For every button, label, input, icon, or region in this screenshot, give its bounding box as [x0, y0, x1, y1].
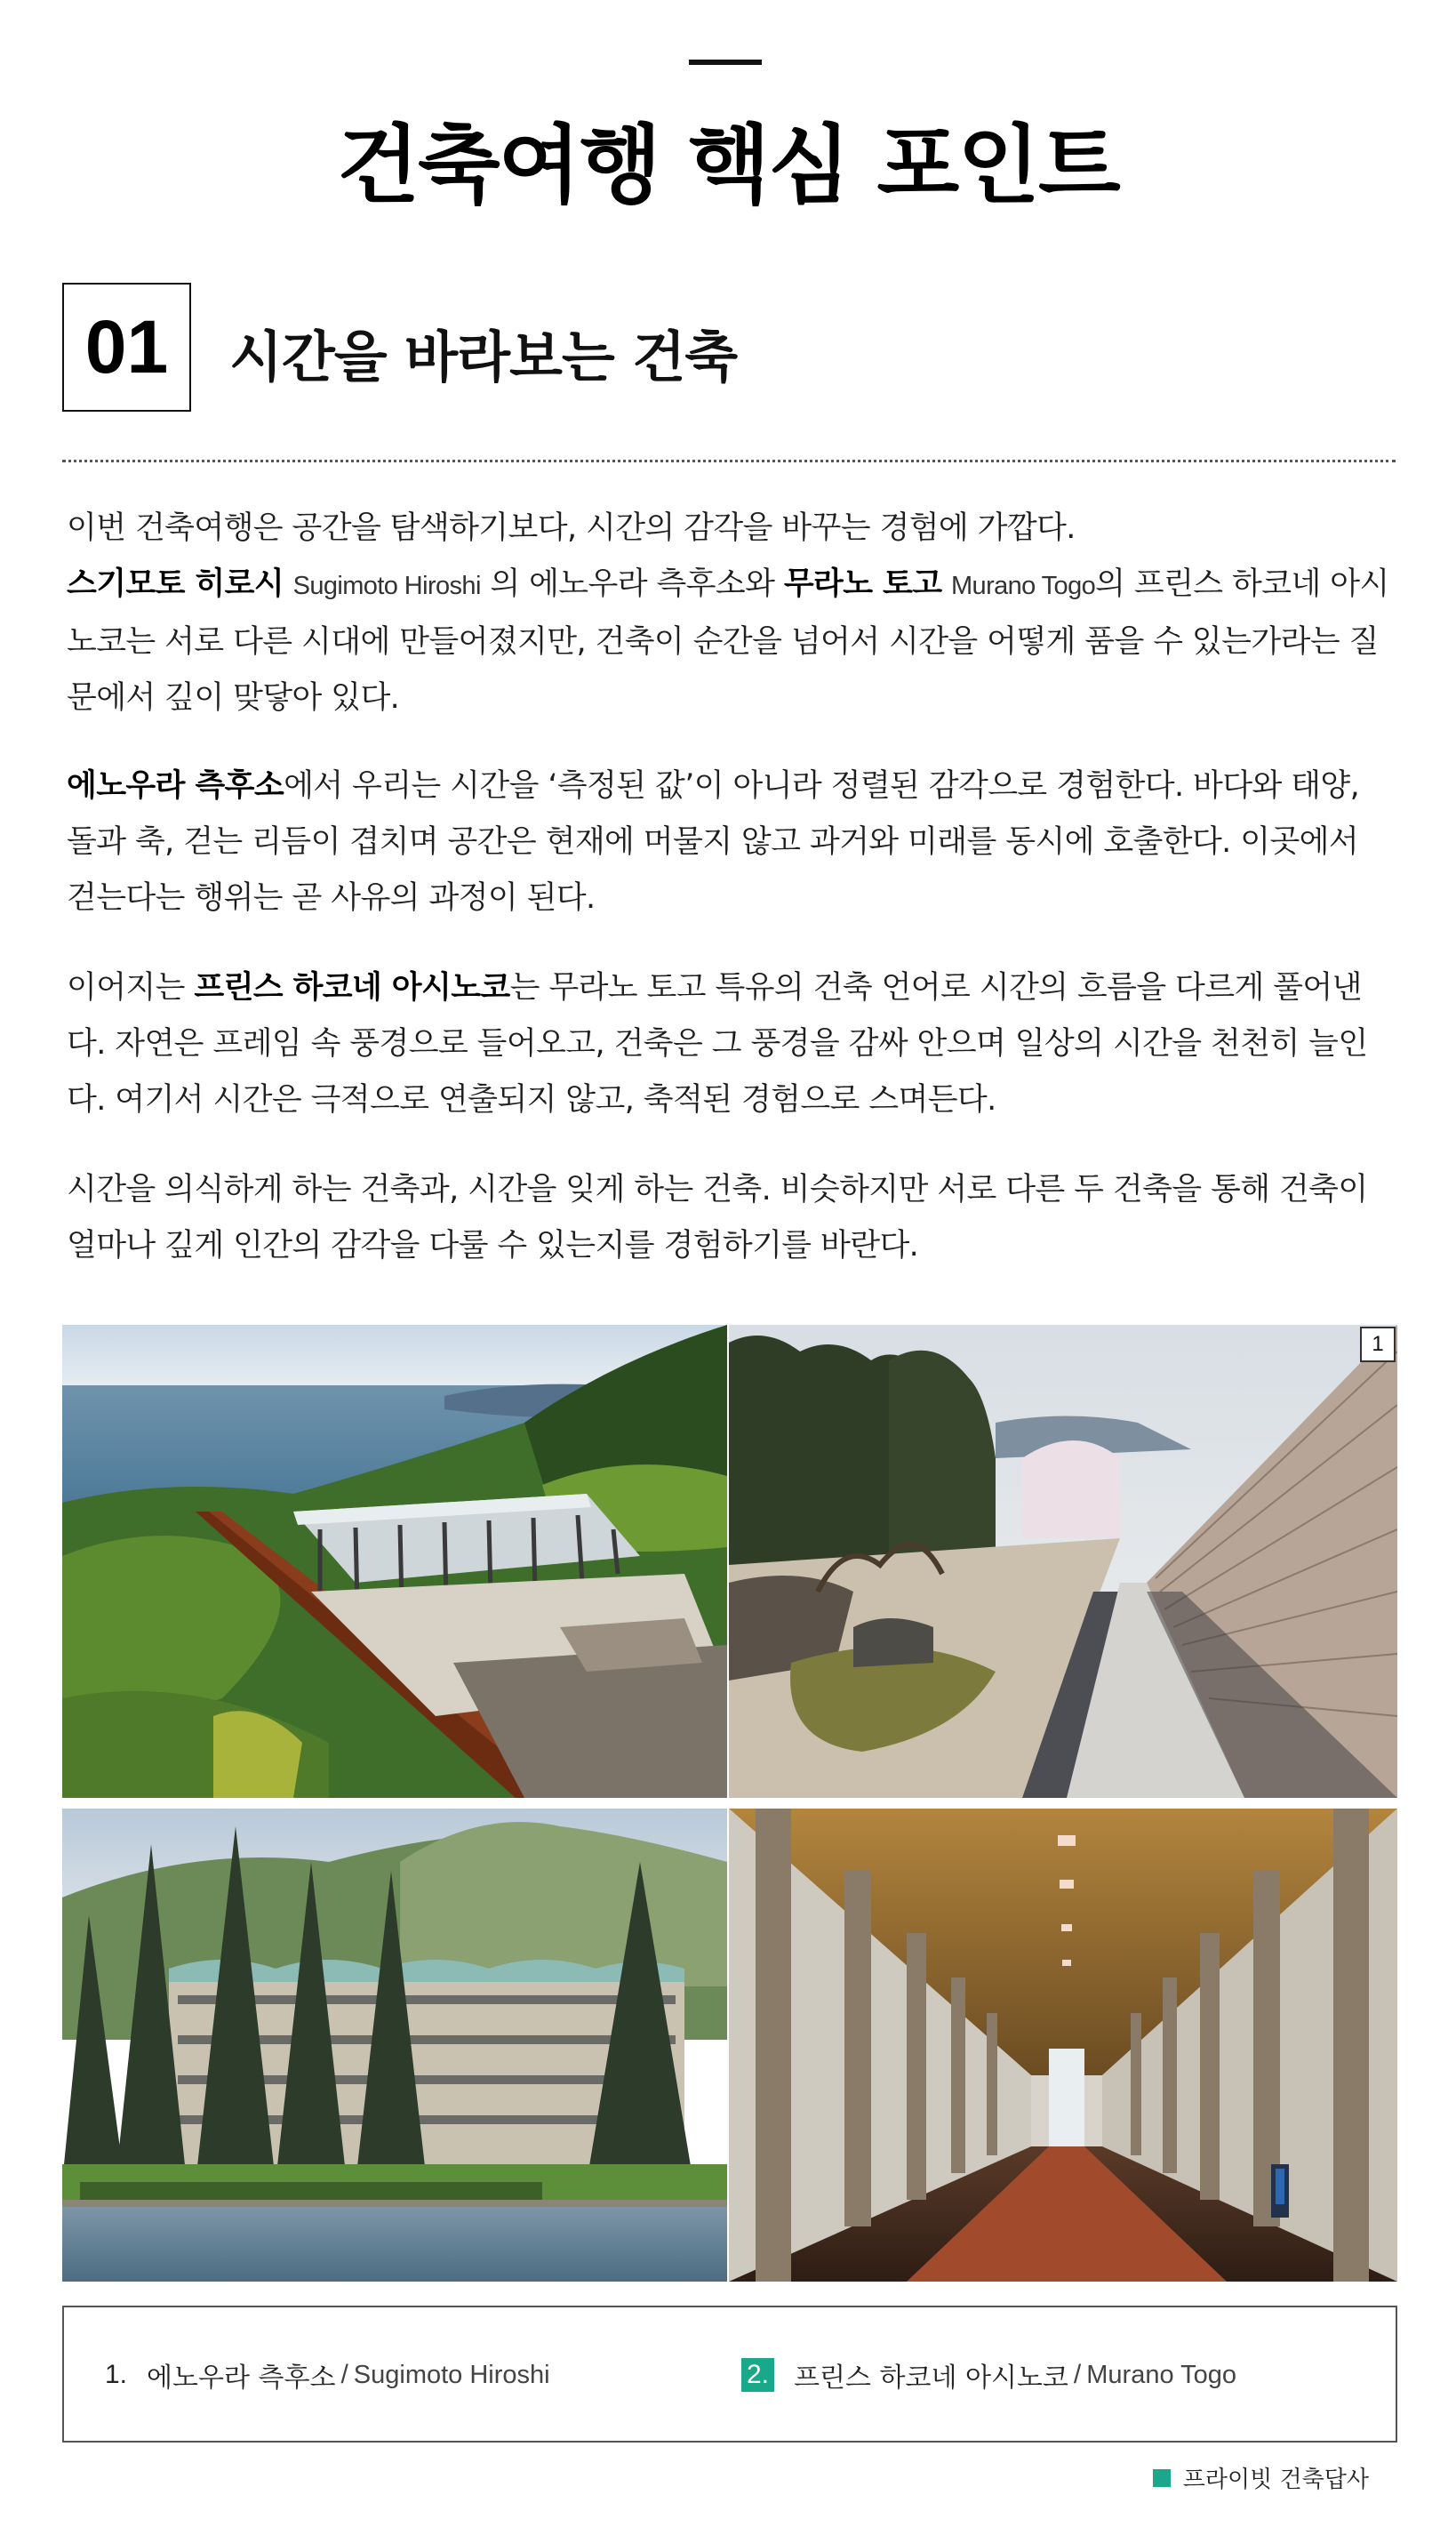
intro-line: 이번 건축여행은 공간을 탐색하기보다, 시간의 감각을 바꾸는 경험에 가깝다.: [67, 510, 1076, 546]
caption-title: 프린스 하코네 아시노코: [794, 2363, 1068, 2394]
photo-prince-hakone-exterior: [62, 1809, 727, 2282]
caption-item-1: [105, 2355, 550, 2395]
photo-prince-hakone-interior: [729, 1809, 1397, 2282]
section-number: 01: [62, 283, 191, 412]
paragraph-intro: [67, 501, 1391, 726]
prince-lead: 이어지는: [67, 970, 195, 1006]
enoura-text: 에서 우리는 시간을 ‘측정된 값’이 아니라 정렬된 감각으로 경험한다. 바다와 태양, 돌과 축, 걷는 리듬이 겹치며 공간은 현재에 머물지 않고 과거와 미래를 동시에 호출한다. 이곳에서 걷는다는 행위는 곧 사유의 과정이 된다.: [67, 768, 1360, 916]
architect-name-sugimoto-en: Sugimoto Hiroshi: [292, 572, 481, 600]
architect-name-sugimoto: 스기모토 히로시: [67, 566, 284, 602]
intro-rest: 의 프린스 하코네 아시노코는 서로 다른 시대에 만들어졌지만, 건축이 순간을 넘어서 시간을 어떻게 품을 수 있는가라는 질문에서 깊이 맞닿아 있다.: [67, 566, 1389, 716]
caption-architect: Murano Togo: [1086, 2360, 1236, 2389]
photo-enoura-stone-path: [729, 1325, 1397, 1798]
prince-text: 는 무라노 토고 특유의 건축 언어로 시간의 흐름을 다르게 풀어낸다. 자연은 프레임 속 풍경으로 들어오고, 건축은 그 풍경을 감싸 안으며 일상의 시간을 천천히 늘인다. 여기서 시간은 극적으로 연출되지 않고, 축적된 경험으로 스며든다.: [67, 970, 1368, 1118]
architect-name-murano: 무라노 토고: [783, 566, 942, 602]
photo-grid: [62, 1325, 1397, 2282]
photo-enoura-sea-view: [62, 1325, 727, 1798]
caption-number-highlighted: 2.: [741, 2358, 774, 2392]
brand-footer: [1153, 2461, 1369, 2494]
page-title: 건축여행 핵심 포인트: [337, 116, 1119, 215]
caption-number: 1.: [105, 2360, 128, 2389]
title-accent-bar: [689, 60, 762, 65]
caption-separator: /: [340, 2360, 348, 2389]
brand-label: 프라이빗 건축답사: [1182, 2467, 1369, 2493]
photo-number-badge: 1: [1360, 1327, 1396, 1362]
section-title: 시간을 바라보는 건축: [229, 325, 738, 389]
caption-title: 에노우라 측후소: [147, 2363, 336, 2394]
brand-square-icon: [1153, 2469, 1171, 2487]
intro-connector: 의 에노우라 측후소와: [480, 566, 784, 602]
architect-name-murano-en: Murano Togo: [950, 572, 1096, 600]
caption-item-2: [741, 2355, 1236, 2395]
enoura-name: 에노우라 측후소: [67, 768, 284, 804]
paragraph-enoura: [67, 758, 1391, 927]
caption-separator: /: [1073, 2360, 1082, 2389]
prince-name: 프린스 하코네 아시노코: [194, 970, 510, 1006]
paragraph-closing: 시간을 의식하게 하는 건축과, 시간을 잊게 하는 건축. 비슷하지만 서로 다른 두 건축을 통해 건축이 얼마나 깊게 인간의 감각을 다룰 수 있는지를 경험하기를 바란다.: [67, 1172, 1368, 1263]
caption-architect: Sugimoto Hiroshi: [353, 2360, 550, 2389]
dotted-divider: [62, 460, 1396, 462]
caption-box: [62, 2306, 1397, 2443]
paragraph-prince-hakone: [67, 960, 1391, 1128]
